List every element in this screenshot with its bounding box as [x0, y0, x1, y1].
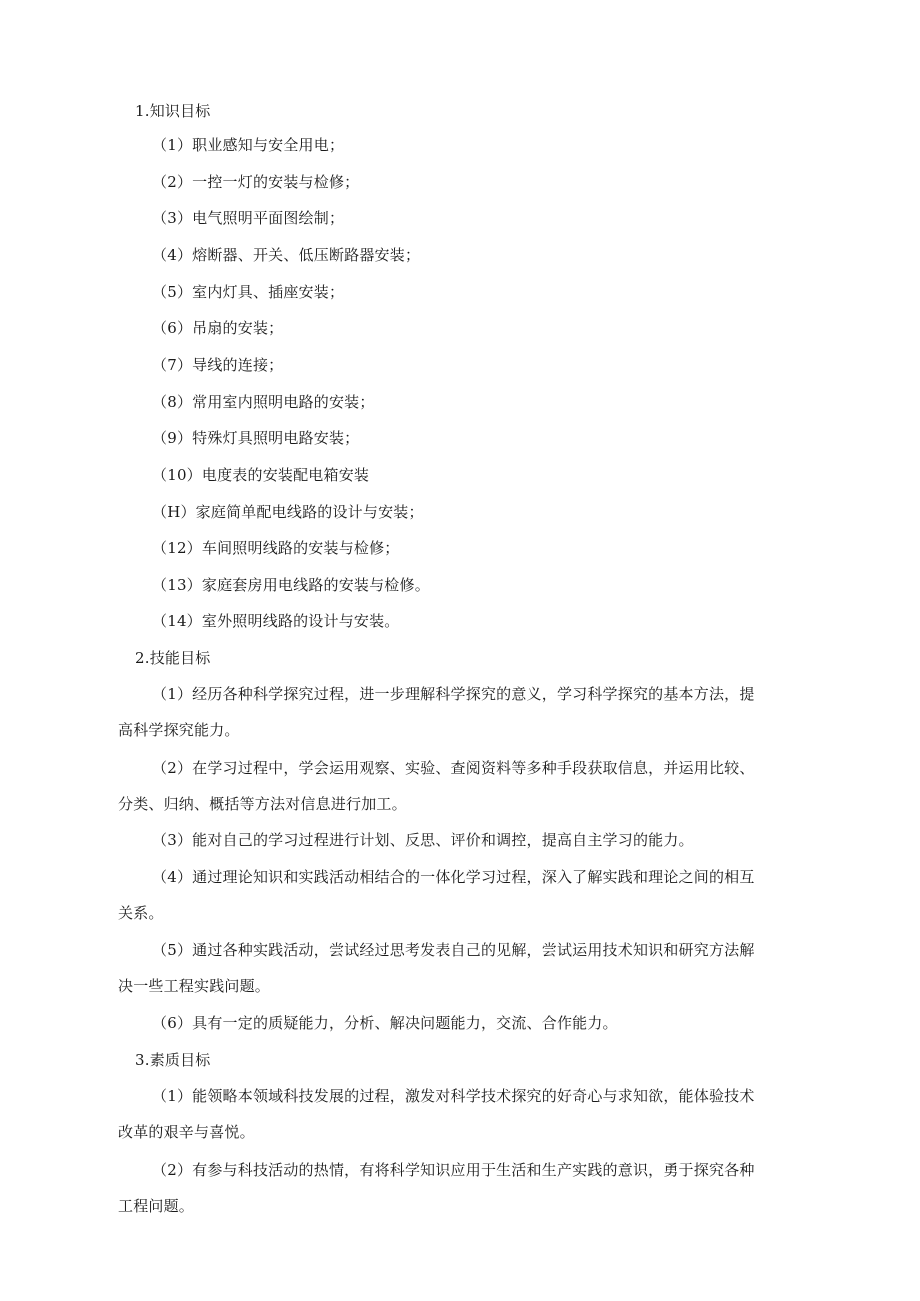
list-item: （3）电气照明平面图绘制；: [152, 209, 345, 227]
list-item: （14）室外照明线路的设计与安装。: [152, 612, 400, 630]
list-item: （2）一控一灯的安装与检修；: [152, 173, 360, 191]
list-item: （7）导线的连接；: [152, 356, 284, 374]
list-item: （H）家庭简单配电线路的设计与安装；: [152, 503, 424, 521]
paragraph-line: （4）通过理论知识和实践活动相结合的一体化学习过程，深入了解实践和理论之间的相互: [152, 868, 755, 886]
paragraph-line: （1）能领略本领域科技发展的过程，激发对科学技术探究的好奇心与求知欲，能体验技术: [152, 1087, 755, 1105]
section-heading-knowledge: 1.知识目标: [135, 102, 211, 120]
paragraph-line: （2）在学习过程中，学会运用观察、实验、查阅资料等多种手段获取信息，并运用比较、: [152, 759, 755, 777]
paragraph-line: （1）经历各种科学探究过程，进一步理解科学探究的意义，学习科学探究的基本方法，提: [152, 685, 755, 703]
paragraph-line: （6）具有一定的质疑能力，分析、解决问题能力，交流、合作能力。: [152, 1014, 618, 1032]
list-item: （5）室内灯具、插座安装；: [152, 283, 345, 301]
list-item: （6）吊扇的安装；: [152, 319, 284, 337]
section-heading-skills: 2.技能目标: [135, 649, 211, 667]
paragraph-continuation: 高科学探究能力。: [118, 721, 240, 739]
paragraph-continuation: 工程问题。: [118, 1197, 195, 1215]
paragraph-continuation: 决一些工程实践问题。: [118, 977, 271, 995]
paragraph-continuation: 关系。: [118, 904, 164, 922]
list-item: （8）常用室内照明电路的安装；: [152, 393, 375, 411]
paragraph-line: （2）有参与科技活动的热情，有将科学知识应用于生活和生产实践的意识，勇于探究各种: [152, 1161, 755, 1179]
list-item: （1）职业感知与安全用电；: [152, 136, 345, 154]
paragraph-continuation: 分类、归纳、概括等方法对信息进行加工。: [118, 795, 407, 813]
list-item: （4）熔断器、开关、低压断路器安装；: [152, 246, 421, 264]
list-item: （12）车间照明线路的安装与检修；: [152, 539, 400, 557]
list-item: （9）特殊灯具照明电路安装；: [152, 429, 360, 447]
paragraph-line: （3）能对自己的学习过程进行计划、反思、评价和调控，提高自主学习的能力。: [152, 831, 694, 849]
paragraph-line: （5）通过各种实践活动，尝试经过思考发表自己的见解，尝试运用技术知识和研究方法解: [152, 941, 755, 959]
list-item: （10）电度表的安装配电箱安装: [152, 466, 370, 484]
paragraph-continuation: 改革的艰辛与喜悦。: [118, 1123, 255, 1141]
section-heading-quality: 3.素质目标: [135, 1051, 211, 1069]
list-item: （13）家庭套房用电线路的安装与检修。: [152, 576, 430, 594]
